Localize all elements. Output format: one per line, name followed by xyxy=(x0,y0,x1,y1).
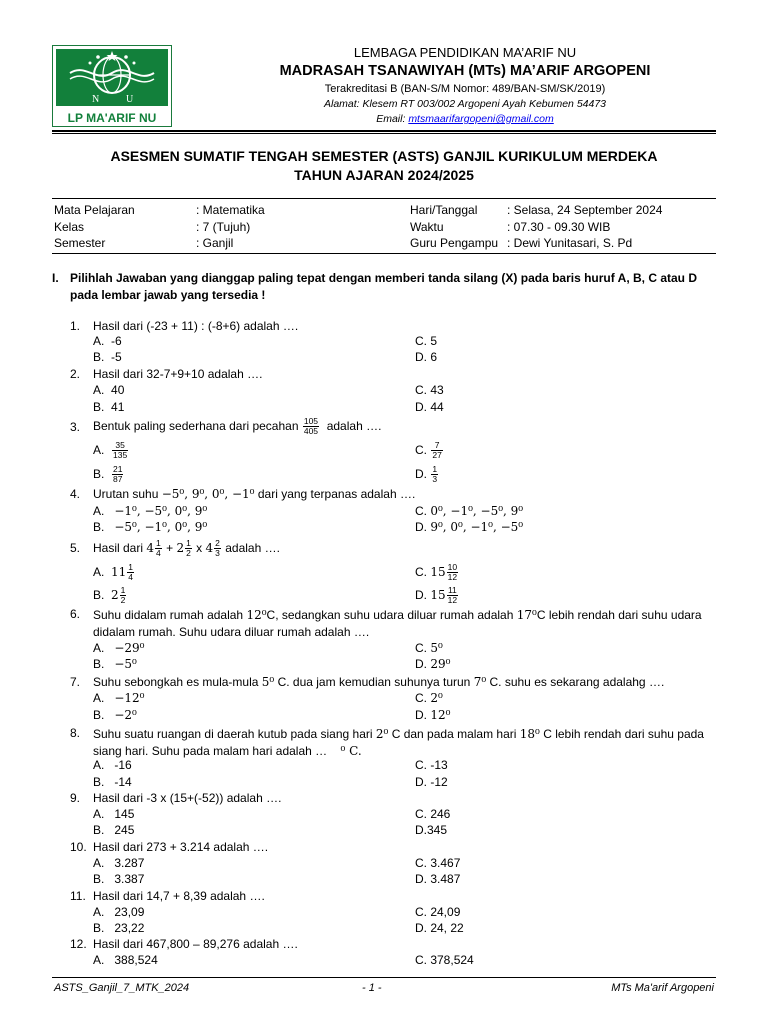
q9-option-c[interactable]: C. 246 xyxy=(415,807,451,821)
address: Alamat: Klesem RT 003/002 Argopeni Ayah Kebumen 54473 xyxy=(323,98,607,110)
info-value-subject: : Matematika xyxy=(196,203,265,217)
q4-option-a[interactable]: A. −1⁰, −5⁰, 0⁰, 9⁰ xyxy=(93,504,208,518)
accreditation: Terakreditasi B (BAN-S/M Nomor: 489/BAN-SM/SK/2019) xyxy=(324,83,606,95)
q8-option-d[interactable]: D. -12 xyxy=(415,775,448,789)
logo-label: LP MA'ARIF NU xyxy=(67,111,157,125)
q6-option-c[interactable]: C. 5⁰ xyxy=(415,641,443,655)
email-label: Email: xyxy=(376,113,409,125)
q1-option-c[interactable]: C. 5 xyxy=(415,334,438,348)
info-value-time: : 07.30 - 09.30 WIB xyxy=(507,220,611,234)
q4-text: Urutan suhu −5⁰, 9⁰, 0⁰, −1⁰ dari yang terpanas adalah …. xyxy=(93,487,416,501)
q9-number: 9. xyxy=(70,791,81,805)
q12-number: 12. xyxy=(70,937,87,951)
exam-year: TAHUN AJARAN 2024/2025 xyxy=(294,167,474,183)
q10-option-d[interactable]: D. 3.487 xyxy=(415,872,461,886)
svg-text:U: U xyxy=(126,94,134,105)
q11-option-a[interactable]: A. 23,09 xyxy=(93,905,145,919)
q2-text: Hasil dari 32-7+9+10 adalah …. xyxy=(93,367,263,381)
institution-name: LEMBAGA PENDIDIKAN MA’ARIF NU xyxy=(353,45,577,60)
q5-option-d[interactable]: D. 15 $\frac{11}{12}$ xyxy=(415,585,458,606)
email-line xyxy=(230,113,700,125)
q3-number: 3. xyxy=(70,420,81,434)
q11-option-c[interactable]: C. 24,09 xyxy=(415,905,461,919)
q7-option-b[interactable]: B. −2⁰ xyxy=(93,708,137,722)
footer-page-number: - 1 - xyxy=(362,982,382,994)
info-value-semester: : Ganjil xyxy=(196,236,234,250)
q9-text: Hasil dari -3 x (15+(-52)) adalah …. xyxy=(93,791,282,805)
header-divider-thin xyxy=(52,133,716,134)
q9-option-d[interactable]: D.345 xyxy=(415,823,448,837)
q2-option-c[interactable]: C. 43 xyxy=(415,383,444,397)
q5-number: 5. xyxy=(70,541,81,555)
email-link[interactable]: mtsmaarifargopeni@gmail.com xyxy=(408,113,554,125)
q10-text: Hasil dari 273 + 3.214 adalah …. xyxy=(93,840,269,854)
q10-option-b[interactable]: B. 3.387 xyxy=(93,872,145,886)
q6-text: Suhu didalam rumah adalah 12⁰C, sedangkan suhu udara diluar rumah adalah 17⁰C lebih rendah dari suhu udara didalam rumah. Suhu udara diluar rumah adalah …. xyxy=(93,608,702,639)
q3-option-c[interactable]: C. $\frac{7}{27}$ xyxy=(415,440,442,461)
q8-option-c[interactable]: C. -13 xyxy=(415,758,448,772)
q8-number: 8. xyxy=(70,726,81,740)
q1-option-a[interactable]: A. -6 xyxy=(93,334,122,348)
q8-option-b[interactable]: B. -14 xyxy=(93,775,132,789)
fraction: $\frac{105}{405}$ xyxy=(303,416,319,437)
q10-number: 10. xyxy=(70,840,87,854)
q7-option-d[interactable]: D. 12⁰ xyxy=(415,708,451,722)
info-value-class: : 7 (Tujuh) xyxy=(196,220,251,234)
q7-text: Suhu sebongkah es mula-mula 5⁰ C. dua jam kemudian suhunya turun 7⁰ C. suhu es sekarang adalahg …. xyxy=(93,675,665,689)
q4-option-b[interactable]: B. −5⁰, −1⁰, 0⁰, 9⁰ xyxy=(93,520,208,534)
footer-divider xyxy=(52,977,716,978)
q4-option-d[interactable]: D. 9⁰, 0⁰, −1⁰, −5⁰ xyxy=(415,520,524,534)
q3-option-a[interactable]: A. $\frac{35}{135}$ xyxy=(93,440,128,461)
q6-number: 6. xyxy=(70,607,81,621)
q2-option-a[interactable]: A. 40 xyxy=(93,383,125,397)
q8-text: Suhu suatu ruangan di daerah kutub pada siang hari 2⁰ C dan pada malam hari 18⁰ C lebih rendah dari suhu pada siang hari. Suhu pada malam hari adalah … ⁰ C. xyxy=(93,727,704,758)
q1-number: 1. xyxy=(70,319,81,333)
q12-option-c[interactable]: C. 378,524 xyxy=(415,953,474,967)
nu-globe-icon xyxy=(56,49,168,106)
logo-emblem xyxy=(56,49,168,106)
q10-option-c[interactable]: C. 3.467 xyxy=(415,856,461,870)
info-label-teacher: Guru Pengampu xyxy=(410,236,499,250)
info-label-time: Waktu xyxy=(410,220,444,234)
q1-text: Hasil dari (-23 + 11) : (-8+6) adalah …. xyxy=(93,319,299,333)
q2-option-d[interactable]: D. 44 xyxy=(415,400,444,414)
q3-option-b[interactable]: B. $\frac{21}{87}$ xyxy=(93,464,123,485)
q5-option-b[interactable]: B. 2 $\frac{1}{2}$ xyxy=(93,585,126,606)
q6-option-b[interactable]: B. −5⁰ xyxy=(93,657,137,671)
info-label-class: Kelas xyxy=(54,220,85,234)
q4-number: 4. xyxy=(70,487,81,501)
q7-option-c[interactable]: C. 2⁰ xyxy=(415,691,443,705)
q6-option-a[interactable]: A. −29⁰ xyxy=(93,641,145,655)
info-label-semester: Semester xyxy=(54,236,106,250)
school-logo xyxy=(52,45,172,127)
q12-text: Hasil dari 467,800 – 89,276 adalah …. xyxy=(93,937,298,951)
q9-option-a[interactable]: A. 145 xyxy=(93,807,135,821)
info-bottom-border xyxy=(52,253,716,254)
section-text: Pilihlah Jawaban yang dianggap paling tepat dengan memberi tanda silang (X) pada baris huruf A, B, C atau D pada lembar jawab yang tersedia ! xyxy=(70,271,697,302)
info-value-date: : Selasa, 24 September 2024 xyxy=(507,203,663,217)
school-name: MADRASAH TSANAWIYAH (MTs) MA’ARIF ARGOPENI xyxy=(279,63,651,79)
q5-option-c[interactable]: C. 15 $\frac{10}{12}$ xyxy=(415,562,458,583)
info-label-subject: Mata Pelajaran xyxy=(54,203,135,217)
q7-number: 7. xyxy=(70,675,81,689)
header-divider xyxy=(52,130,716,132)
footer-school: MTs Ma'arif Argopeni xyxy=(611,982,714,994)
q12-option-a[interactable]: A. 388,524 xyxy=(93,953,158,967)
section-number: I. xyxy=(52,271,59,285)
q4-option-c[interactable]: C. 0⁰, −1⁰, −5⁰, 9⁰ xyxy=(415,504,524,518)
q3-text: Bentuk paling sederhana dari pecahan $\frac{105}{405}$ adalah …. xyxy=(93,416,382,437)
info-top-border xyxy=(52,198,716,199)
q11-text: Hasil dari 14,7 + 8,39 adalah …. xyxy=(93,889,265,903)
q1-option-d[interactable]: D. 6 xyxy=(415,350,438,364)
exam-title: ASESMEN SUMATIF TENGAH SEMESTER (ASTS) GANJIL KURIKULUM MERDEKA xyxy=(110,148,658,164)
info-label-date: Hari/Tanggal xyxy=(410,203,478,217)
info-value-teacher: : Dewi Yunitasari, S. Pd xyxy=(507,236,633,250)
q1-option-b[interactable]: B. -5 xyxy=(93,350,122,364)
q11-option-d[interactable]: D. 24, 22 xyxy=(415,921,464,935)
q3-option-d[interactable]: D. $\frac{1}{3}$ xyxy=(415,464,438,485)
q8-option-a[interactable]: A. -16 xyxy=(93,758,132,772)
q7-option-a[interactable]: A. −12⁰ xyxy=(93,691,145,705)
q6-option-d[interactable]: D. 29⁰ xyxy=(415,657,451,671)
q9-option-b[interactable]: B. 245 xyxy=(93,823,135,837)
section-instruction xyxy=(52,270,716,304)
q2-number: 2. xyxy=(70,367,81,381)
q5-text: Hasil dari 4 $\frac{1}{4}$ + 2 $\frac{1}{2}$ x 4 $\frac{2}{3}$ adalah …. xyxy=(93,538,280,559)
q11-option-b[interactable]: B. 23,22 xyxy=(93,921,145,935)
q5-option-a[interactable]: A. 11 $\frac{1}{4}$ xyxy=(93,562,134,583)
q11-number: 11. xyxy=(70,889,86,903)
q10-option-a[interactable]: A. 3.287 xyxy=(93,856,145,870)
q2-option-b[interactable]: B. 41 xyxy=(93,400,125,414)
svg-text:N: N xyxy=(92,94,100,105)
footer-doc-code: ASTS_Ganjil_7_MTK_2024 xyxy=(54,982,190,994)
